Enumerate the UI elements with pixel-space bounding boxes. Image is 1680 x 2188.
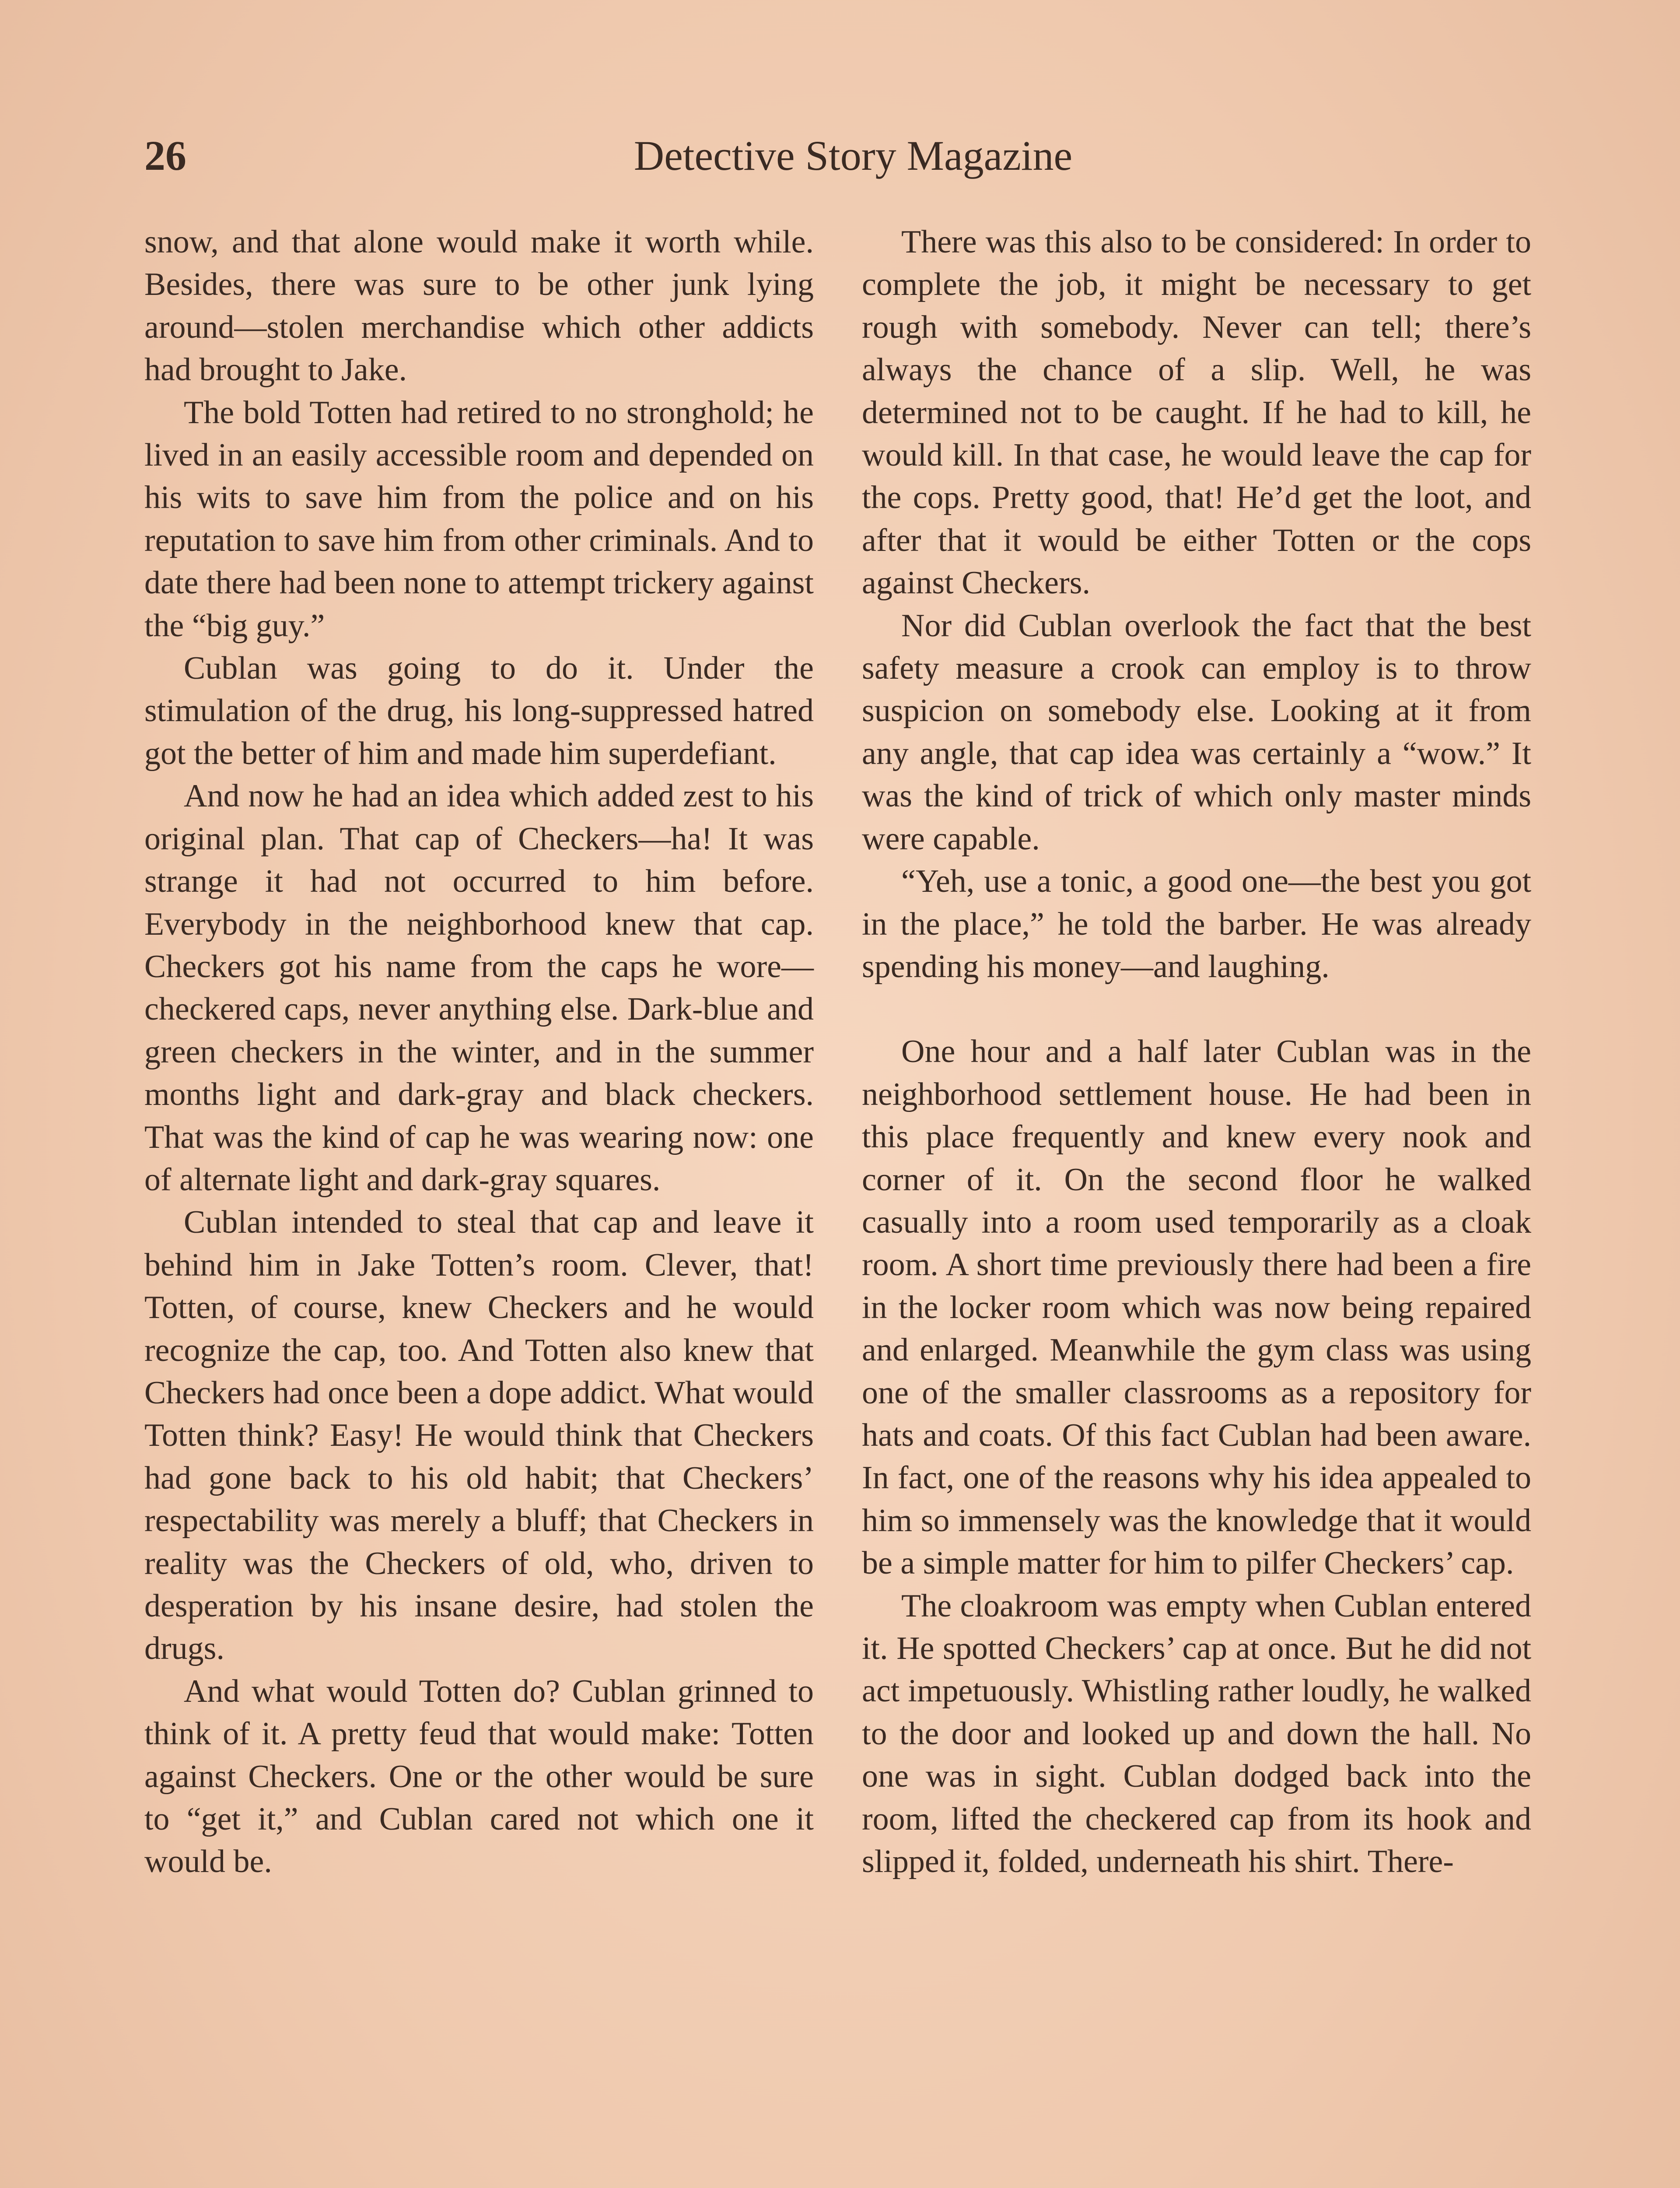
paragraph: Nor did Cublan overlook the fact that the best safety measure a crook can employ is to throw suspicion on somebody else. Looking at it from any angle, that cap idea was certainly a “wow.” It was the kind of trick of which only master minds were capable. [862, 607, 1531, 857]
paragraph: Cublan intended to steal that cap and leave it behind him in Jake Totten’s room. Clever, that! Totten, of course, knew Checkers and he would recognize the cap, too. And Totten also knew that Checkers had once been a dope addict. What would Totten think? Easy! He would think that Checkers had gone back to his old habit; that Checkers’ respectability was merely a bluff; that Checkers in reality was the Checkers of old, who, driven to desperation by his insane desire, had stolen the drugs. [144, 1204, 814, 1667]
paragraph: And now he had an idea which added zest to his original plan. That cap of Checkers—ha! It was strange it had not occurred to him before. Everybody in the neighborhood knew that cap. Checkers got his name from the caps he wore—checkered caps, never anything else. Dark-blue and green checkers in the winter, and in the summer months light and dark-gray and black checkers. That was the kind of cap he was wearing now: one of alternate light and dark-gray squares. [144, 778, 814, 1198]
right-column [862, 221, 1531, 1883]
paragraph: snow, and that alone would make it worth while. Besides, there was sure to be other junk lying around—stolen merchandise which other addicts had brought to Jake. [144, 224, 814, 388]
paragraph: Cublan was going to do it. Under the stimulation of the drug, his long-suppressed hatred got the better of him and made him superdefiant. [144, 650, 814, 771]
paragraph: And what would Totten do? Cublan grinned to think of it. A pretty feud that would make: Totten against Checkers. One or the other would be sure to “get it,” and Cublan cared not which one it would be. [144, 1673, 814, 1880]
paragraph: The bold Totten had retired to no stronghold; he lived in an easily accessible room and depended on his wits to save him from the police and on his reputation to save him from other criminals. And to date there had been none to attempt trickery against the “big guy.” [144, 394, 814, 644]
paragraph: “Yeh, use a tonic, a good one—the best you got in the place,” he told the barber. He was already spending his money—and laughing. [862, 863, 1531, 985]
paragraph: The cloakroom was empty when Cublan entered it. He spotted Checkers’ cap at once. But he did not act impetuously. Whistling rather loudly, he walked to the door and looked up and down the hall. No one was in sight. Cublan dodged back into the room, lifted the checkered cap from its hook and slipped it, folded, underneath his shirt. There- [862, 1588, 1531, 1880]
running-head: Detective Story Magazine [634, 132, 1073, 179]
left-column [144, 221, 814, 1883]
paragraph: One hour and a half later Cublan was in the neighborhood settlement house. He had been in this place frequently and knew every nook and corner of it. On the second floor he walked casually into a room used temporarily as a cloak room. A short time previously there had been a fire in the locker room which was now being repaired and enlarged. Meanwhile the gym class was using one of the smaller classrooms as a repository for hats and coats. Of this fact Cublan had been aware. In fact, one of the reasons why his idea appealed to him so immensely was the knowledge that it would be a simple matter for him to pilfer Checkers’ cap. [862, 1034, 1531, 1581]
page-number: 26 [144, 132, 186, 179]
paragraph: There was this also to be considered: In order to complete the job, it might be necessary to get rough with somebody. Never can tell; there’s always the chance of a slip. Well, he was determined not to be caught. If he had to kill, he would kill. In that case, he would leave the cap for the cops. Pretty good, that! He’d get the loot, and after that it would be either Totten or the cops against Checkers. [862, 224, 1531, 601]
